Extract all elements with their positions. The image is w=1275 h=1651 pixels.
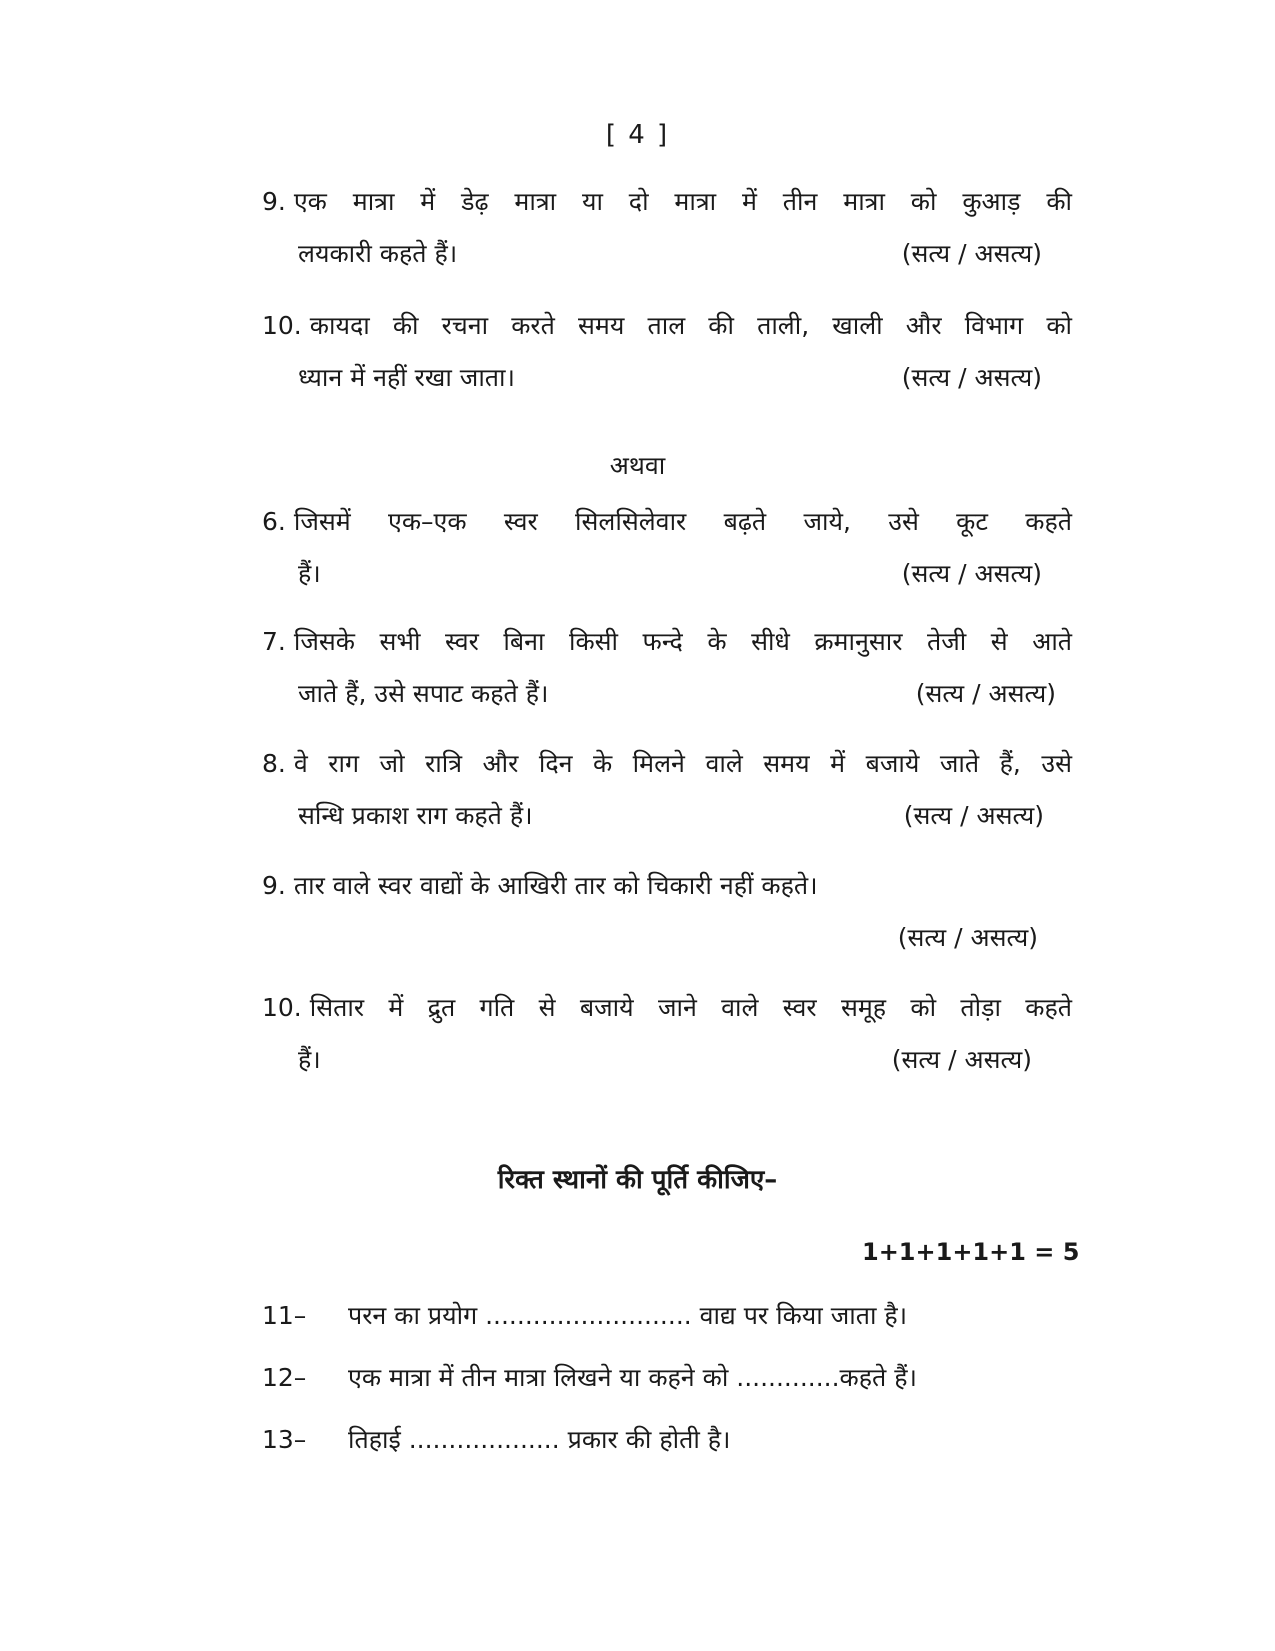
question-number: 9. <box>262 871 286 900</box>
question-number: 9. <box>262 187 286 216</box>
fill-blank-text: एक मात्रा में तीन मात्रा लिखने या कहने को .............कहते हैं। <box>348 1363 917 1392</box>
question-text-line2: जाते हैं, उसे सपाट कहते हैं। <box>298 679 549 708</box>
true-false-choice: (सत्य / असत्य) <box>901 239 1042 268</box>
fill-blank-13 <box>262 1420 731 1460</box>
alt-question-9 <box>262 860 1072 964</box>
alt-question-8 <box>262 738 1072 842</box>
question-number: 6. <box>262 507 286 536</box>
fill-blank-number: 13– <box>262 1425 307 1454</box>
fill-blank-text: परन का प्रयोग .......................... वाद्य पर किया जाता है। <box>348 1301 908 1330</box>
question-text-line2: सन्धि प्रकाश राग कहते हैं। <box>298 801 533 830</box>
question-text-line2: हैं। <box>298 559 321 588</box>
section-heading: रिक्त स्थानों की पूर्ति कीजिए– <box>497 1165 778 1195</box>
fill-blank-12 <box>262 1358 917 1398</box>
true-false-choice: (सत्य / असत्य) <box>897 923 1038 952</box>
true-false-choice: (सत्य / असत्य) <box>915 679 1056 708</box>
question-text-line1: वे राग जो रात्रि और दिन के मिलने वाले समय में बजाये जाते हैं, उसे <box>293 749 1072 778</box>
question-10 <box>262 300 1072 404</box>
alt-question-10 <box>262 982 1072 1086</box>
question-text-line1: एक मात्रा में डेढ़ मात्रा या दो मात्रा में तीन मात्रा को कुआड़ की <box>293 187 1072 216</box>
marks-allocation: 1+1+1+1+1 = 5 <box>862 1238 1080 1266</box>
page-number: [ 4 ] <box>605 120 670 150</box>
question-number: 8. <box>262 749 286 778</box>
question-text-line2: ध्यान में नहीं रखा जाता। <box>298 363 515 392</box>
question-text-line1: तार वाले स्वर वाद्यों के आखिरी तार को चिकारी नहीं कहते। <box>293 871 818 900</box>
question-number: 10. <box>262 993 302 1022</box>
fill-blank-text: तिहाई ................... प्रकार की होती है। <box>348 1425 731 1454</box>
true-false-choice: (सत्य / असत्य) <box>901 363 1042 392</box>
question-text-line2: लयकारी कहते हैं। <box>298 239 458 268</box>
question-number: 10. <box>262 311 302 340</box>
question-text-line1: जिसमें एक–एक स्वर सिलसिलेवार बढ़ते जाये, उसे कूट कहते <box>293 507 1072 536</box>
true-false-choice: (सत्य / असत्य) <box>901 559 1042 588</box>
fill-blank-11 <box>262 1296 907 1336</box>
alt-question-7 <box>262 616 1072 720</box>
or-divider: अथवा <box>609 451 666 480</box>
fill-blank-number: 11– <box>262 1301 307 1330</box>
question-9 <box>262 176 1072 280</box>
true-false-choice: (सत्य / असत्य) <box>891 1045 1032 1074</box>
fill-blank-number: 12– <box>262 1363 307 1392</box>
question-text-line1: सितार में द्रुत गति से बजाये जाने वाले स्वर समूह को तोड़ा कहते <box>309 993 1072 1022</box>
question-number: 7. <box>262 627 286 656</box>
true-false-choice: (सत्य / असत्य) <box>903 801 1044 830</box>
alt-question-6 <box>262 496 1072 600</box>
question-text-line2: हैं। <box>298 1045 321 1074</box>
question-text-line1: कायदा की रचना करते समय ताल की ताली, खाली और विभाग को <box>309 311 1072 340</box>
question-text-line1: जिसके सभी स्वर बिना किसी फन्दे के सीधे क्रमानुसार तेजी से आते <box>293 627 1072 656</box>
